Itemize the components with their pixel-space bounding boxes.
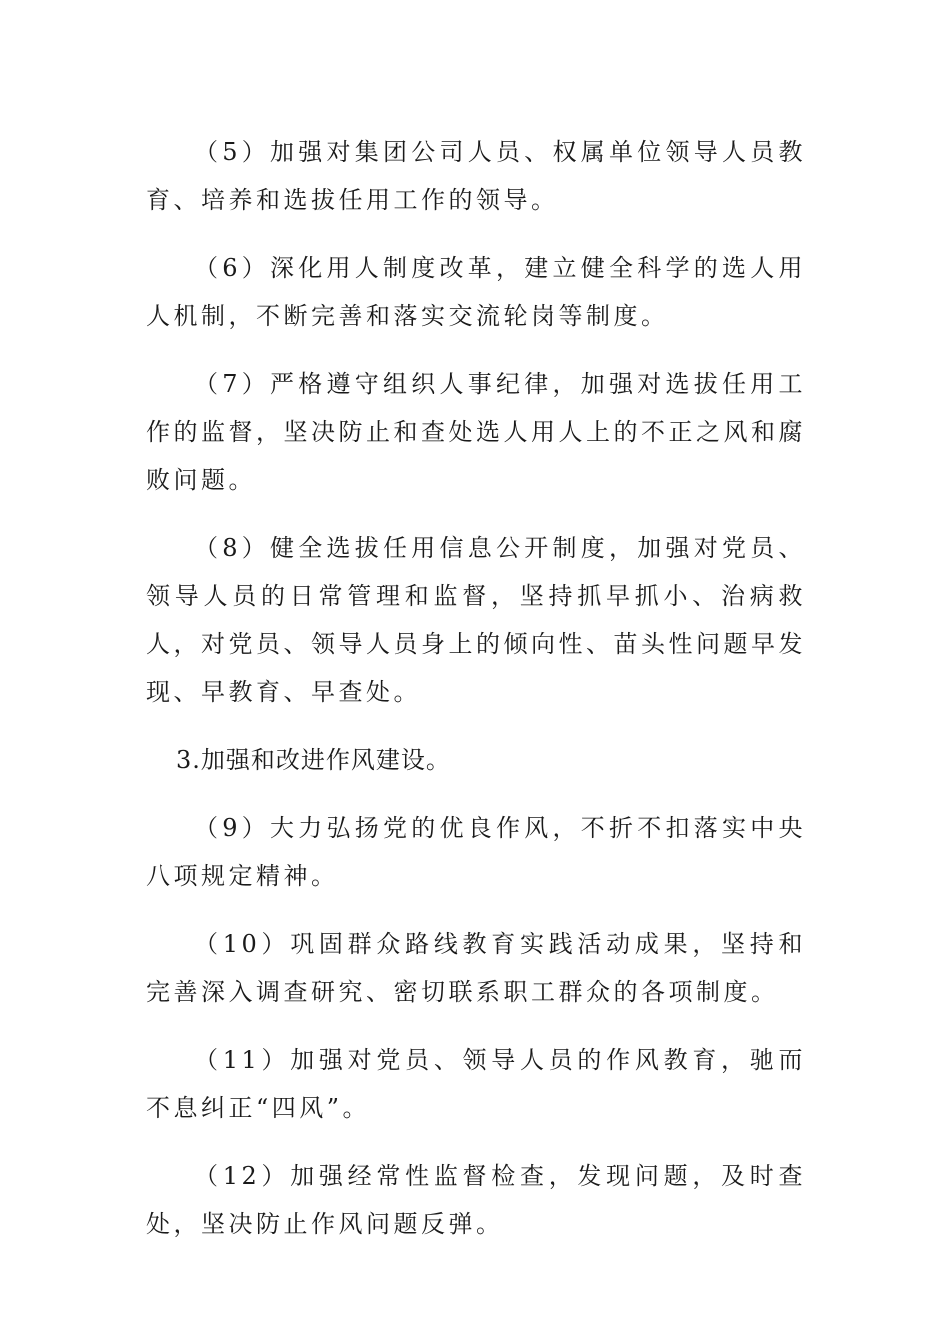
paragraph-8: （8）健全选拔任用信息公开制度，加强对党员、领导人员的日常管理和监督，坚持抓早抓小、治病救人，对党员、领导人员身上的倾向性、苗头性问题早发现、早教育、早查处。 — [146, 534, 806, 706]
paragraph-10: （10）巩固群众路线教育实践活动成果，坚持和完善深入调查研究、密切联系职工群众的各项制度。 — [146, 930, 806, 1006]
paragraph-11: （11）加强对党员、领导人员的作风教育，驰而不息纠正“四风”。 — [146, 1046, 806, 1122]
document-body — [146, 128, 806, 1268]
paragraph-12: （12）加强经常性监督检查，发现问题，及时查处，坚决防止作风问题反弹。 — [146, 1162, 806, 1238]
paragraph-5: （5）加强对集团公司人员、权属单位领导人员教育、培养和选拔任用工作的领导。 — [146, 138, 806, 214]
section-heading: 3.加强和改进作风建设。 — [176, 746, 451, 774]
paragraph-9: （9）大力弘扬党的优良作风，不折不扣落实中央八项规定精神。 — [146, 814, 806, 890]
paragraph-7: （7）严格遵守组织人事纪律，加强对选拔任用工作的监督，坚决防止和查处选人用人上的不正之风和腐败问题。 — [146, 370, 806, 494]
paragraph-6: （6）深化用人制度改革，建立健全科学的选人用人机制，不断完善和落实交流轮岗等制度。 — [146, 254, 806, 330]
